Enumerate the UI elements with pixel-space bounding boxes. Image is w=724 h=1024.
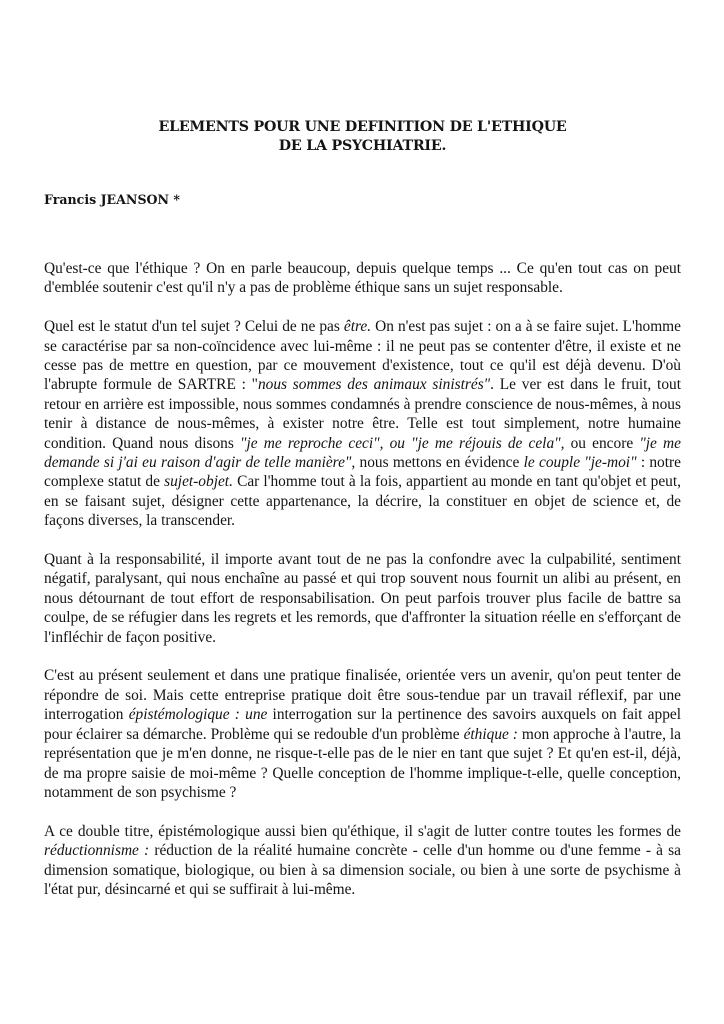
text-segment: : notre complexe statut de (44, 454, 681, 491)
italic-text-segment: être. (343, 318, 372, 336)
text-segment: Quel est le statut d'un tel sujet ? Celui de ne pas (44, 318, 344, 336)
title-line-2: DE LA PSYCHIATRIE. (278, 138, 447, 154)
text-segment: . Le ver est dans le fruit, tout retour en arrière est impossible, nous sommes condamnés à prendre conscience de nous-mêmes, à nous tenir à distance de nous-mêmes, à exister notre être. Telle est tout simplement, notre humaine condition. Quand nous disons (44, 376, 681, 452)
text-segment: ou encore (564, 434, 640, 452)
body-text (44, 259, 681, 919)
italic-text-segment: éthique : (463, 725, 518, 743)
italic-text-segment: réductionnisme : (44, 842, 150, 860)
text-segment: interrogation sur la pertinence des savoirs auxquels on fait appel pour éclairer sa démarche. Problème qui se redouble d'un problème (44, 706, 681, 743)
paragraph-4 (44, 666, 681, 802)
italic-text-segment: sujet-objet. (164, 473, 233, 491)
italic-text-segment: "je me demande si j'ai eu raison d'agir de telle manière", (44, 434, 681, 472)
italic-text-segment: le couple "je-moi" (523, 454, 637, 472)
text-segment: mon approche à l'autre, la représentation que je m'en donne, ne risque-t-elle pas de le nier en tant que sujet ? Et qu'en est-il, déjà, de ma propre saisie de moi-même ? Quelle conception de l'homme implique-t-elle, quelle conception, notamment de son psychisme ? (44, 725, 682, 801)
text-segment: Qu'est-ce que l'éthique ? On en parle beaucoup, depuis quelque temps ... Ce qu'en tout cas on peut d'emblée soutenir c'est qu'il n'y a pas de problème éthique sans un sujet responsable. (44, 260, 681, 297)
text-segment: Quant à la responsabilité, il importe avant tout de ne pas la confondre avec la culpabilité, sentiment négatif, paralysant, qui nous enchaîne au passé et qui trop souvent nous fournit un alibi au présent, en nous détournant de tout effort de responsabilisation. On peut parfois trouver plus facile de battre sa coulpe, de se réfugier dans les regrets et les remords, que d'affronter la situation réelle en s'efforçant de l'infléchir de façon positive. (44, 551, 681, 646)
italic-text-segment: épistémologique : une (128, 706, 268, 724)
text-segment: A ce double titre, épistémologique aussi bien qu'éthique, il s'agit de lutter contre toutes les formes de (44, 822, 681, 840)
text-segment: Car l'homme tout à la fois, appartient au monde en tant qu'objet et peut, en se faisant sujet, désigner cette appartenance, la décrire, la constituer en objet de science et, de façons diverses, la transcender. (44, 473, 681, 530)
paragraph-1 (44, 259, 681, 298)
text-segment: C'est au présent seulement et dans une pratique finalisée, orientée vers un avenir, qu'on peut tenter de répondre de soi. Mais cette entreprise pratique doit être sous-tendue par un travail réflexif, par une interrogation (44, 667, 681, 724)
paragraph-5 (44, 822, 681, 900)
italic-text-segment: nous sommes des animaux sinistrés" (257, 376, 491, 394)
paragraph-2 (44, 317, 681, 530)
text-segment: nous mettons en évidence (355, 454, 524, 472)
author-name: Francis JEANSON * (44, 192, 180, 207)
paragraph-3 (44, 550, 681, 647)
text-segment: réduction de la réalité humaine concrète - celle d'un homme ou d'une femme - à sa dimension somatique, biologique, ou bien à sa dimension sociale, ou bien à une sorte de psychisme à l'état pur, désincarné et qui se suffirait à lui-même. (44, 842, 681, 898)
title-line-1: ELEMENTS POUR UNE DEFINITION DE L'ETHIQUE (158, 119, 567, 135)
text-segment: On n'est pas sujet : on a à se faire sujet. L'homme se caractérise par sa non-coïncidence avec lui-même : il ne peut pas se contenter d'être, il existe et ne cesse pas de mettre en question, par ce mouvement d'existence, tout ce qu'il est déjà devenu. D'où l'abrupte formule de SARTRE : " (44, 318, 681, 394)
italic-text-segment: "je me reproche ceci", ou "je me réjouis de cela", (240, 434, 565, 452)
document-title (44, 118, 681, 156)
